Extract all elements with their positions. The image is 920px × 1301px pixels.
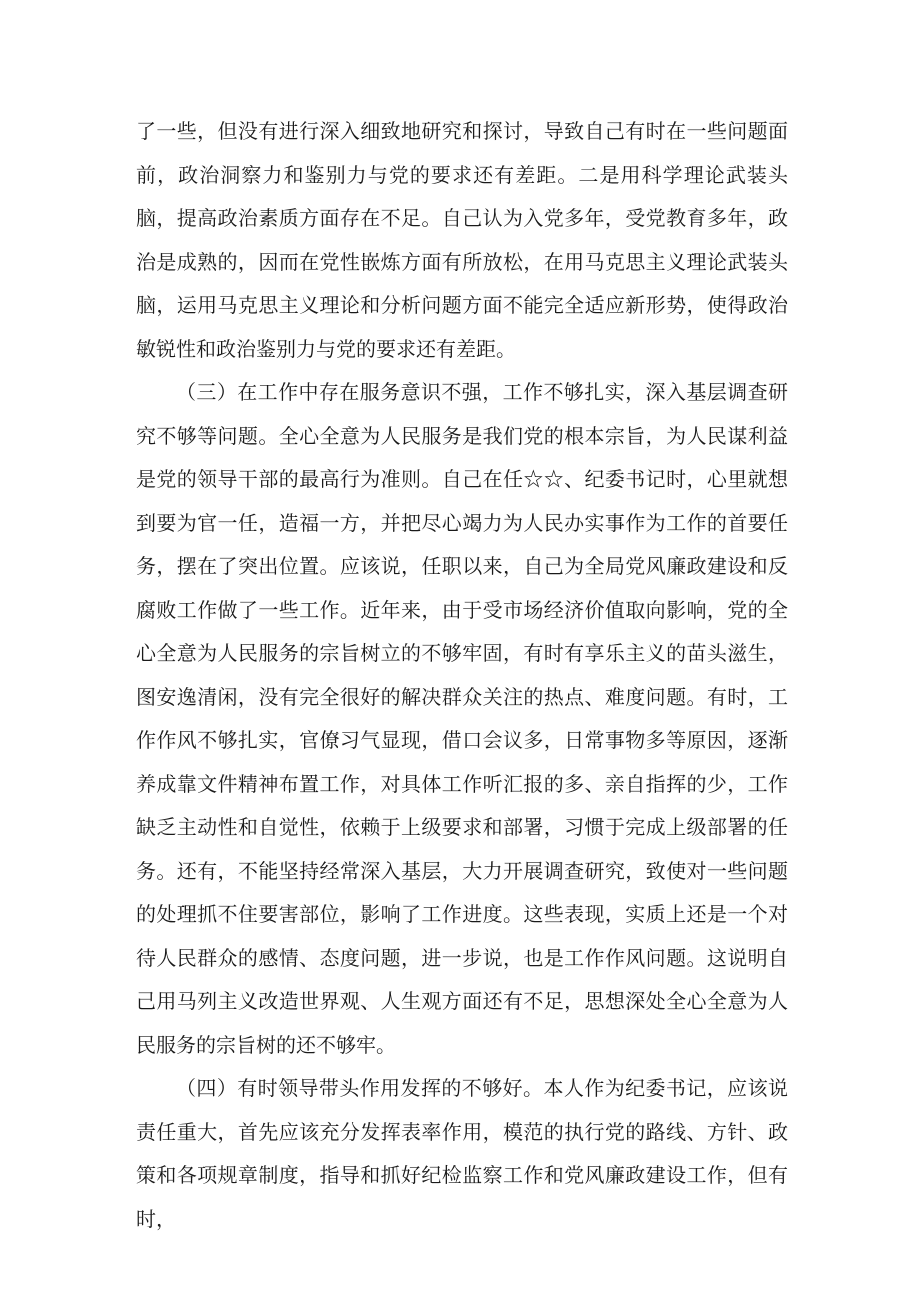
document-body	[136, 110, 788, 1241]
paragraph-continued: 了一些，但没有进行深入细致地研究和探讨，导致自己有时在一些问题面前，政治洞察力和鉴别力与党的要求还有差距。二是用科学理论武装头脑，提高政治素质方面存在不足。自己认为入党多年，受党教育多年，政治是成熟的，因而在党性嵌炼方面有所放松，在用马克思主义理论武装头脑，运用马克思主义理论和分析问题方面不能完全适应新形势，使得政治敏锐性和政治鉴别力与党的要求还有差距。	[136, 119, 788, 361]
paragraph-section-four: （四）有时领导带头作用发挥的不够好。本人作为纪委书记，应该说责任重大，首先应该充分发挥表率作用，模范的执行党的路线、方针、政策和各项规章制度，指导和抓好纪检监察工作和党风廉政建设工作，但有时，	[136, 1076, 788, 1231]
paragraph-section-three: （三）在工作中存在服务意识不强，工作不够扎实，深入基层调查研究不够等问题。全心全意为人民服务是我们党的根本宗旨，为人民谋利益是党的领导干部的最高行为准则。自己在任☆☆、纪委书记时，心里就想到要为官一任，造福一方，并把尽心竭力为人民办实事作为工作的首要任务，摆在了突出位置。应该说，任职以来，自己为全局党风廉政建设和反腐败工作做了一些工作。近年来，由于受市场经济价值取向影响，党的全心全意为人民服务的宗旨树立的不够牢固，有时有享乐主义的苗头滋生，图安逸清闲，没有完全很好的解决群众关注的热点、难度问题。有时，工作作风不够扎实，官僚习气显现，借口会议多，日常事物多等原因，逐渐养成靠文件精神布置工作，对具体工作听汇报的多、亲自指挥的少，工作缺乏主动性和自觉性，依赖于上级要求和部署，习惯于完成上级部署的任务。还有，不能坚持经常深入基层，大力开展调查研究，致使对一些问题的处理抓不住要害部位，影响了工作进度。这些表现，实质上还是一个对待人民群众的感情、态度问题，进一步说，也是工作作风问题。这说明自己用马列主义改造世界观、人生观方面还有不足，思想深处全心全意为人民服务的宗旨树的还不够牢。	[136, 380, 788, 1057]
